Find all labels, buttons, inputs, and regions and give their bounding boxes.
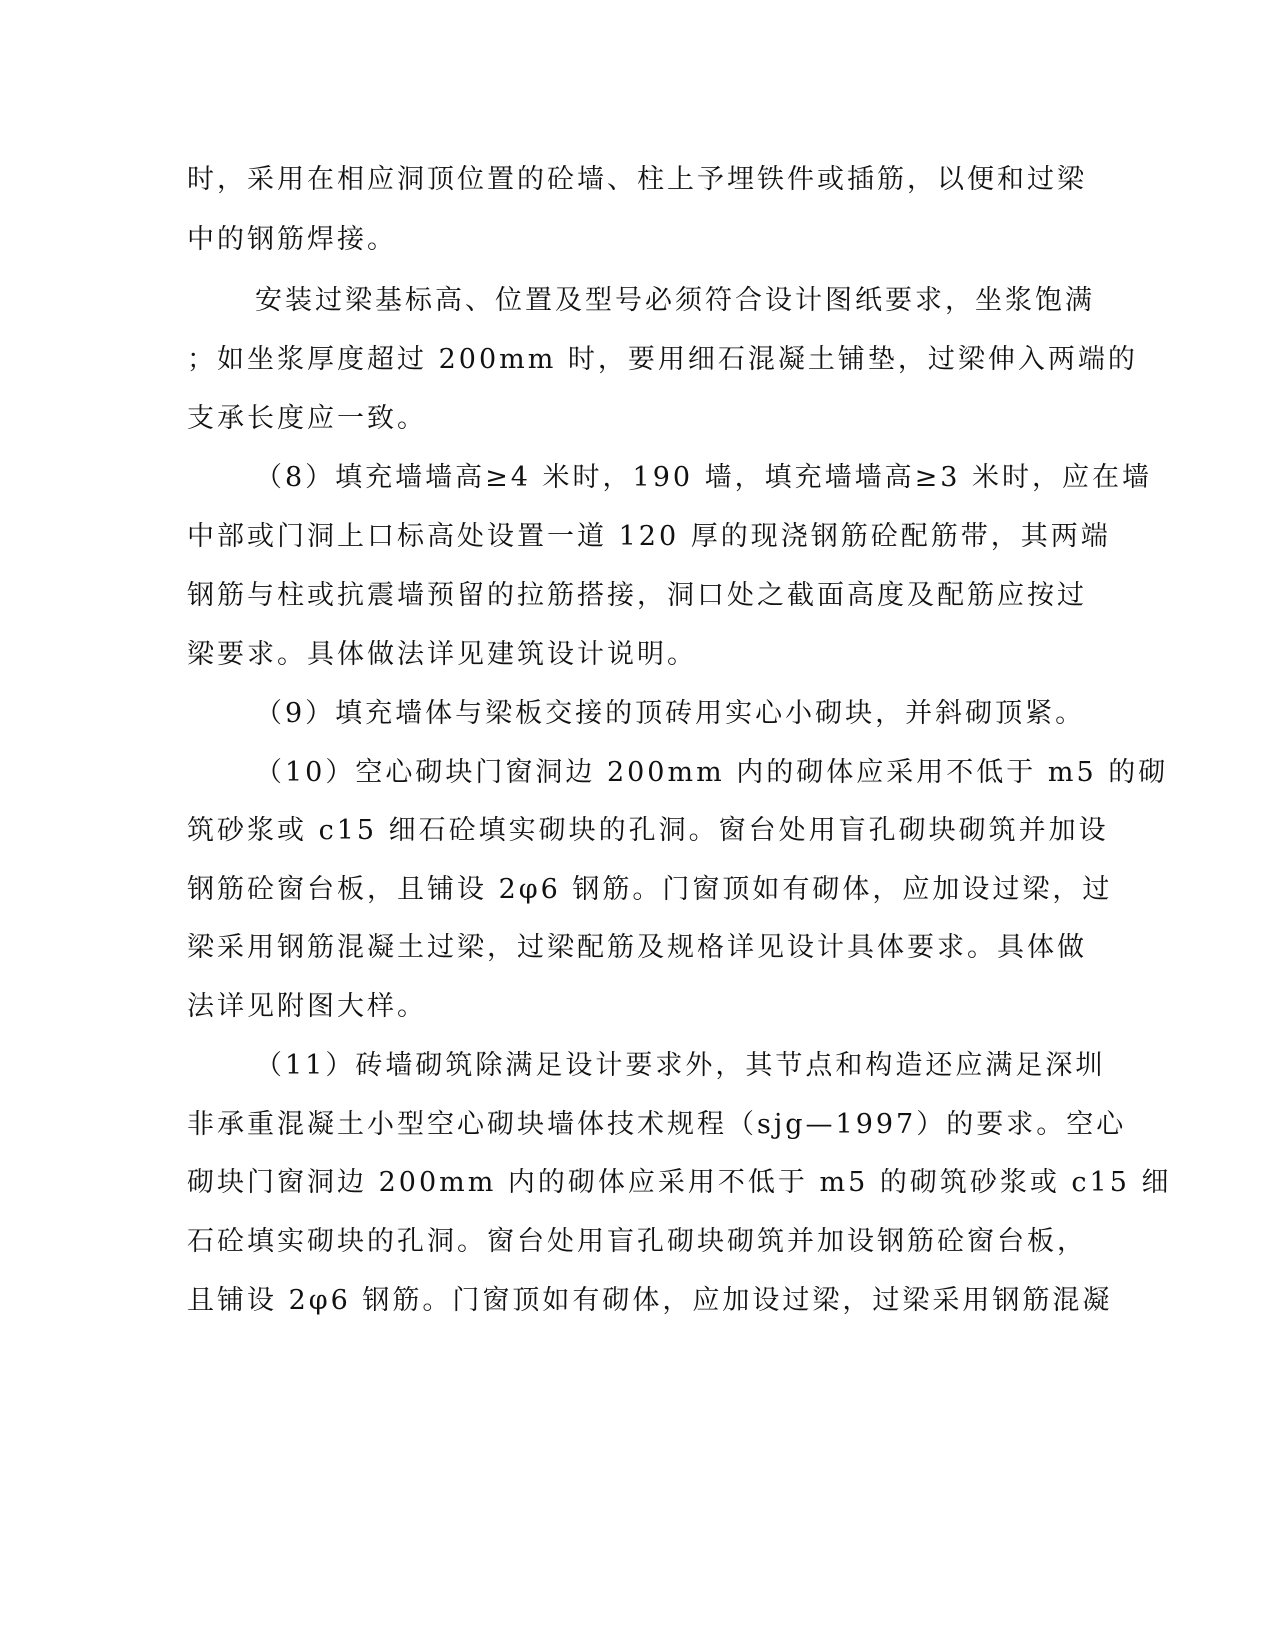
- paragraph-start-line: （9）填充墙体与梁板交接的顶砖用实心小砌块，并斜砌顶紧。: [255, 698, 1086, 729]
- text-line: 非承重混凝土小型空心砌块墙体技术规程（sjg—1997）的要求。空心: [187, 1109, 1127, 1140]
- text-line: 钢筋砼窗台板，且铺设 2φ6 钢筋。门窗顶如有砌体，应加设过梁，过: [187, 874, 1113, 905]
- text-line: 且铺设 2φ6 钢筋。门窗顶如有砌体，应加设过梁，过梁采用钢筋混凝: [187, 1285, 1113, 1316]
- paragraph-start-line: （11）砖墙砌筑除满足设计要求外，其节点和构造还应满足深圳: [255, 1050, 1106, 1081]
- text-line: 法详见附图大样。: [187, 991, 427, 1022]
- paragraph-start-line: （8）填充墙墙高≥4 米时，190 墙，填充墙墙高≥3 米时，应在墙: [255, 462, 1153, 493]
- text-line: 支承长度应一致。: [187, 403, 427, 434]
- text-line: 时，采用在相应洞顶位置的砼墙、柱上予埋铁件或插筋，以便和过梁: [187, 164, 1087, 195]
- text-line: ；如坐浆厚度超过 200mm 时，要用细石混凝土铺垫，过梁伸入两端的: [187, 344, 1138, 375]
- text-line: 中的钢筋焊接。: [187, 224, 397, 255]
- text-line: 梁采用钢筋混凝土过梁，过梁配筋及规格详见设计具体要求。具体做: [187, 932, 1087, 963]
- paragraph-start-line: 安装过梁基标高、位置及型号必须符合设计图纸要求，坐浆饱满: [255, 285, 1095, 316]
- paragraph-start-line: （10）空心砌块门窗洞边 200mm 内的砌体应采用不低于 m5 的砌: [255, 757, 1169, 788]
- text-line: 砌块门窗洞边 200mm 内的砌体应采用不低于 m5 的砌筑砂浆或 c15 细: [187, 1167, 1172, 1198]
- text-line: 梁要求。具体做法详见建筑设计说明。: [187, 639, 697, 670]
- text-line: 钢筋与柱或抗震墙预留的拉筋搭接，洞口处之截面高度及配筋应按过: [187, 580, 1087, 611]
- text-line: 筑砂浆或 c15 细石砼填实砌块的孔洞。窗台处用盲孔砌块砌筑并加设: [187, 815, 1109, 846]
- text-line: 中部或门洞上口标高处设置一道 120 厚的现浇钢筋砼配筋带，其两端: [187, 521, 1111, 552]
- text-line: 石砼填实砌块的孔洞。窗台处用盲孔砌块砌筑并加设钢筋砼窗台板，: [187, 1226, 1087, 1257]
